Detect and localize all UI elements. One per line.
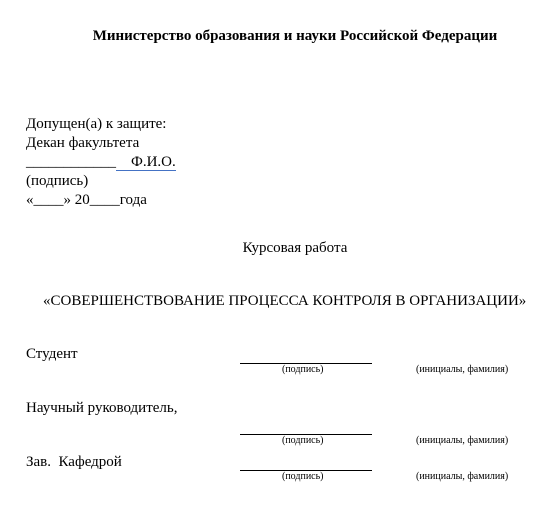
supervisor-sign-caption: (подпись) (282, 435, 324, 446)
student-name-caption: (инициалы, фамилия) (416, 364, 509, 375)
dean-label: Декан факультета (26, 135, 140, 151)
date-line: «____» 20____года (26, 192, 147, 208)
head-of-department-label: Зав. Кафедрой (26, 454, 122, 470)
approval-block (26, 115, 176, 210)
head-sign-caption: (подпись) (282, 471, 324, 482)
student-label: Студент (26, 346, 78, 362)
supervisor-label: Научный руководитель, (26, 400, 178, 416)
signature-label: (подпись) (26, 173, 89, 189)
admitted-label: Допущен(а) к защите: (26, 116, 167, 132)
ministry-header: Министерство образования и науки Российской Федерации (92, 28, 498, 44)
fio-line (26, 153, 176, 172)
fio-blank: ____________ (26, 154, 116, 170)
fio-text: Ф.И.О. (131, 154, 176, 170)
student-sign-caption: (подпись) (282, 364, 324, 375)
supervisor-name-caption: (инициалы, фамилия) (416, 435, 509, 446)
topic-title: «СОВЕРШЕНСТВОВАНИЕ ПРОЦЕССА КОНТРОЛЯ В ОРГАНИЗАЦИИ» (43, 293, 527, 309)
work-type-title: Курсовая работа (242, 240, 348, 256)
head-name-caption: (инициалы, фамилия) (416, 471, 509, 482)
fio-placeholder (116, 154, 176, 171)
